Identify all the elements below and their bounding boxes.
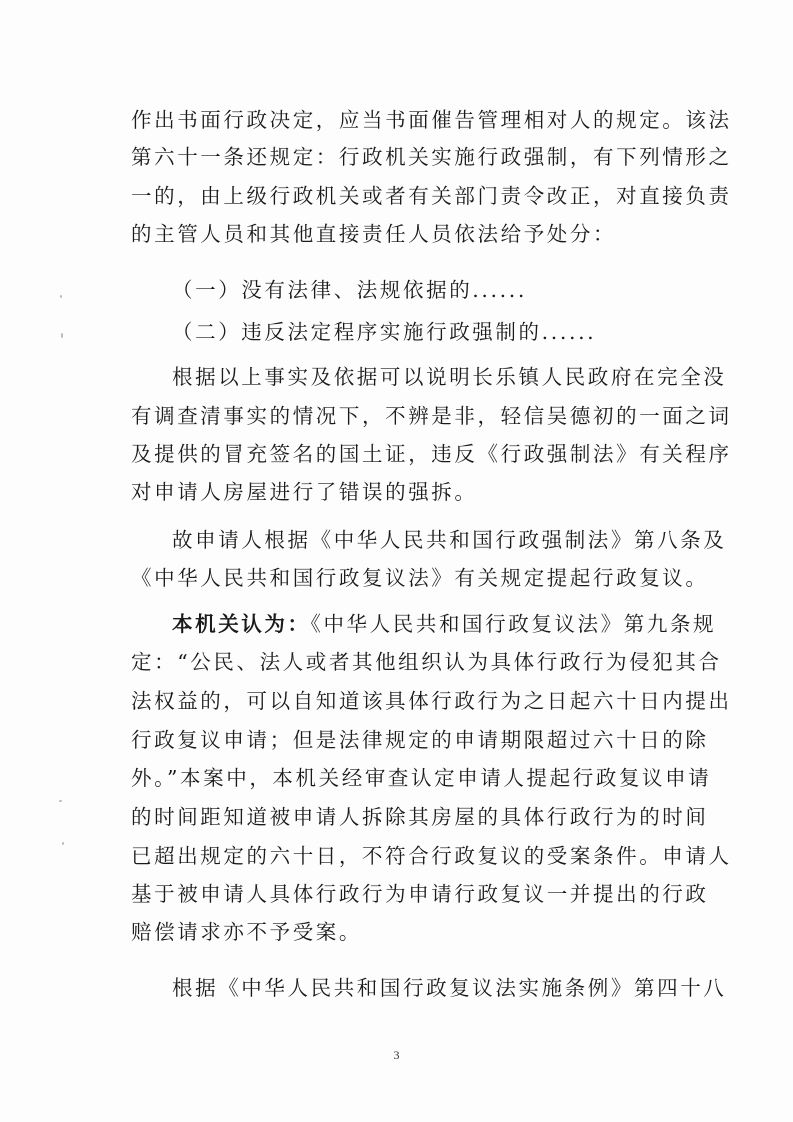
page-number: 3 (393, 1048, 400, 1062)
text-line: 已超出规定的六十日，不符合行政复议的受案条件。申请人 (131, 844, 732, 868)
text-line: 定：“公民、法人或者其他组织认为具体行政行为侵犯其合 (131, 650, 722, 674)
list-item-2: （二）违反法定程序实施行政强制的...... (172, 320, 597, 344)
text-line: 的主管人员和其他直接责任人员依法给予处分： (131, 222, 617, 246)
text-line: 一的，由上级行政机关或者有关部门责令改正，对直接负责 (131, 184, 732, 208)
text-line: 根据以上事实及依据可以说明长乐镇人民政府在完全没 (172, 365, 727, 389)
text-run: 《中华人民共和国行政复议法》第九条规 (310, 612, 717, 636)
text-line: 第六十一条还规定：行政机关实施行政强制，有下列情形之 (131, 145, 732, 169)
finding-label: 本机关认为： (172, 612, 311, 636)
text-line: 行政复议申请；但是法律规定的申请期限超过六十日的除 (131, 728, 709, 752)
finding-opening-line (172, 612, 732, 636)
text-line: 《中华人民共和国行政复议法》有关规定提起行政复议。 (131, 566, 709, 590)
scan-speck (59, 800, 62, 802)
scan-speck (61, 333, 63, 338)
list-item-1: （一）没有法律、法规依据的...... (172, 278, 527, 302)
scan-speck (62, 842, 64, 845)
text-line: 基于被申请人具体行政行为申请行政复议一并提出的行政 (131, 882, 709, 906)
text-line: 法权益的，可以自知道该具体行政行为之日起六十日内提出 (131, 689, 732, 713)
text-line: 及提供的冒充签名的国土证，违反《行政强制法》有关程序 (131, 442, 732, 466)
text-line: 对申请人房屋进行了错误的强拆。 (131, 480, 478, 504)
text-line: 的时间距知道被申请人拆除其房屋的具体行政行为的时间 (131, 805, 709, 829)
text-line: 有调查清事实的情况下，不辨是非，轻信吴德初的一面之词 (131, 404, 732, 428)
text-line: 赔偿请求亦不予受案。 (131, 920, 362, 944)
text-line: 故申请人根据《中华人民共和国行政强制法》第八条及 (172, 528, 727, 552)
scan-speck (60, 295, 62, 298)
text-line: 外。”本案中，本机关经审查认定申请人提起行政复议申请 (131, 766, 712, 790)
text-line: 作出书面行政决定，应当书面催告管理相对人的规定。该法 (131, 108, 732, 132)
text-line: 根据《中华人民共和国行政复议法实施条例》第四十八 (172, 976, 727, 1000)
